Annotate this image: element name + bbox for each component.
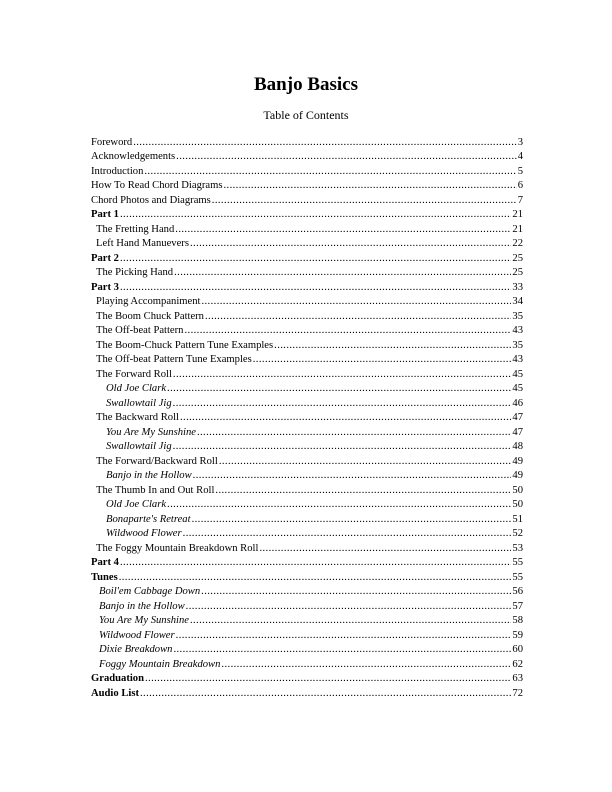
toc-entry-page-number: 47 <box>512 412 523 423</box>
toc-entry-page-number: 43 <box>512 354 523 365</box>
toc-entry[interactable] <box>91 339 523 354</box>
dot-leader <box>173 397 512 412</box>
toc-entry[interactable] <box>91 440 523 455</box>
dot-leader <box>183 527 512 542</box>
toc-entry-page-number: 50 <box>512 484 523 496</box>
toc-entry-label: Graduation <box>91 673 144 684</box>
dot-leader <box>144 165 516 180</box>
dot-leader <box>173 643 511 658</box>
toc-entry-label: Acknowledgements <box>91 151 176 162</box>
dot-leader <box>212 194 517 209</box>
toc-entry-label: Foggy Mountain Breakdown <box>99 658 221 670</box>
toc-entry[interactable] <box>91 382 523 397</box>
toc-entry[interactable] <box>91 324 523 339</box>
toc-entry-label: Old Joe Clark <box>106 499 167 510</box>
toc-entry-label: Audio List <box>91 687 139 699</box>
toc-entry[interactable] <box>91 658 523 673</box>
dot-leader <box>201 295 511 310</box>
toc-entry-page-number: 57 <box>512 600 523 612</box>
toc-entry-label: The Off-beat Pattern <box>96 325 184 336</box>
toc-entry-page-number: 51 <box>512 513 523 525</box>
toc-entry[interactable] <box>91 571 523 586</box>
dot-leader <box>120 208 511 223</box>
toc-entry-label: Left Hand Manuevers <box>96 238 189 249</box>
dot-leader <box>223 179 516 194</box>
toc-entry-label: The Thumb In and Out Roll <box>96 484 215 496</box>
toc-entry-label: Dixie Breakdown <box>99 644 173 655</box>
dot-leader <box>259 542 511 557</box>
dot-leader <box>215 484 511 499</box>
dot-leader <box>120 252 511 267</box>
toc-entry-page-number: 72 <box>512 687 523 699</box>
toc-entry-label: Wildwood Flower <box>106 528 182 539</box>
toc-entry-page-number: 53 <box>512 542 523 554</box>
toc-entry-page-number: 35 <box>512 339 523 351</box>
toc-entry-label: You Are My Sunshine <box>106 426 196 438</box>
toc-entry-page-number: 45 <box>512 383 523 394</box>
toc-entry-label: The Boom Chuck Pattern <box>96 310 204 322</box>
toc-entry[interactable] <box>91 266 523 281</box>
toc-entry-page-number: 4 <box>517 151 523 162</box>
toc-entry-page-number: 7 <box>517 194 523 206</box>
toc-entry-label: Part 1 <box>91 209 119 220</box>
dot-leader <box>173 440 512 455</box>
toc-entry-label: Tunes <box>91 571 118 583</box>
toc-entry-page-number: 59 <box>512 629 523 641</box>
toc-entry[interactable] <box>91 368 523 383</box>
toc-entry[interactable] <box>91 295 523 310</box>
toc-entry[interactable] <box>91 150 523 165</box>
toc-entry[interactable] <box>91 411 523 426</box>
dot-leader <box>221 658 511 673</box>
toc-entry-page-number: 49 <box>512 455 523 467</box>
toc-entry-label: The Forward/Backward Roll <box>96 455 218 467</box>
toc-entry[interactable] <box>91 223 523 238</box>
toc-entry-page-number: 5 <box>517 165 523 177</box>
toc-entry-label: Chord Photos and Diagrams <box>91 194 211 206</box>
dot-leader <box>193 469 512 484</box>
dot-leader <box>174 266 511 281</box>
dot-leader <box>180 411 511 426</box>
dot-leader <box>119 571 512 586</box>
document-title: Banjo Basics <box>254 74 358 95</box>
toc-entry-page-number: 63 <box>512 673 523 684</box>
dot-leader <box>253 353 512 368</box>
toc-entry-label: The Fretting Hand <box>96 223 175 235</box>
toc-entry[interactable] <box>91 194 523 209</box>
toc-entry[interactable] <box>91 498 523 513</box>
dot-leader <box>184 324 511 339</box>
toc-entry-label: Banjo in the Hollow <box>99 600 185 612</box>
dot-leader <box>176 150 517 165</box>
toc-entry-page-number: 58 <box>512 615 523 626</box>
dot-leader <box>140 687 511 702</box>
toc-entry-page-number: 33 <box>512 281 523 293</box>
toc-entry-page-number: 3 <box>517 136 523 148</box>
toc-entry-page-number: 35 <box>512 310 523 322</box>
toc-entry-page-number: 34 <box>512 296 523 307</box>
toc-entry[interactable] <box>91 353 523 368</box>
dot-leader <box>175 223 511 238</box>
toc-entry-page-number: 46 <box>512 397 523 409</box>
toc-entry[interactable] <box>91 281 523 296</box>
toc-entry-label: The Boom-Chuck Pattern Tune Examples <box>96 339 274 351</box>
toc-entry-page-number: 52 <box>512 528 523 539</box>
table-of-contents <box>91 136 523 702</box>
toc-entry-page-number: 48 <box>512 441 523 452</box>
toc-entry-page-number: 43 <box>512 325 523 336</box>
toc-entry[interactable] <box>91 237 523 252</box>
toc-entry-label: Introduction <box>91 165 144 177</box>
toc-entry-page-number: 21 <box>512 223 523 235</box>
toc-entry[interactable] <box>91 397 523 412</box>
dot-leader <box>145 672 511 687</box>
toc-entry[interactable] <box>91 687 523 702</box>
toc-entry-page-number: 60 <box>512 644 523 655</box>
toc-entry[interactable] <box>91 614 523 629</box>
toc-entry-label: Part 4 <box>91 557 119 568</box>
dot-leader <box>176 629 512 644</box>
toc-entry[interactable] <box>91 629 523 644</box>
dot-leader <box>190 614 511 629</box>
toc-entry-label: Part 2 <box>91 252 119 264</box>
toc-entry-page-number: 47 <box>512 426 523 438</box>
toc-entry-page-number: 45 <box>512 368 523 380</box>
toc-entry-page-number: 25 <box>512 267 523 278</box>
toc-entry[interactable] <box>91 208 523 223</box>
toc-entry-label: Swallowtail Jig <box>106 397 172 409</box>
toc-entry[interactable] <box>91 136 523 151</box>
dot-leader <box>120 556 511 571</box>
toc-entry-label: The Forward Roll <box>96 368 172 380</box>
toc-entry[interactable] <box>91 165 523 180</box>
toc-entry[interactable] <box>91 542 523 557</box>
toc-entry[interactable] <box>91 585 523 600</box>
dot-leader <box>190 237 511 252</box>
dot-leader <box>274 339 511 354</box>
toc-entry-label: Boil'em Cabbage Down <box>99 586 201 597</box>
toc-entry-label: Bonaparte's Retreat <box>106 513 191 525</box>
toc-entry[interactable] <box>91 252 523 267</box>
toc-entry-label: The Off-beat Pattern Tune Examples <box>96 354 252 365</box>
dot-leader <box>167 382 511 397</box>
dot-leader <box>201 585 511 600</box>
toc-entry[interactable] <box>91 426 523 441</box>
toc-entry-page-number: 6 <box>517 180 523 191</box>
toc-entry[interactable] <box>91 672 523 687</box>
toc-entry-page-number: 25 <box>512 252 523 264</box>
dot-leader <box>197 426 511 441</box>
toc-entry-label: Wildwood Flower <box>99 629 175 641</box>
dot-leader <box>192 513 512 528</box>
dot-leader <box>120 281 511 296</box>
toc-entry-label: Banjo in the Hollow <box>106 470 192 481</box>
toc-entry[interactable] <box>91 484 523 499</box>
toc-entry-page-number: 50 <box>512 499 523 510</box>
toc-entry-label: Part 3 <box>91 281 119 293</box>
toc-entry[interactable] <box>91 643 523 658</box>
toc-entry-label: Foreword <box>91 136 133 148</box>
dot-leader <box>133 136 517 151</box>
toc-entry-page-number: 22 <box>512 238 523 249</box>
toc-entry-page-number: 49 <box>512 470 523 481</box>
toc-entry-label: The Backward Roll <box>96 412 179 423</box>
toc-entry-label: The Foggy Mountain Breakdown Roll <box>96 542 259 554</box>
toc-entry-label: Old Joe Clark <box>106 383 167 394</box>
toc-entry[interactable] <box>91 455 523 470</box>
toc-entry[interactable] <box>91 310 523 325</box>
toc-entry[interactable] <box>91 600 523 615</box>
toc-entry[interactable] <box>91 179 523 194</box>
toc-entry[interactable] <box>91 469 523 484</box>
toc-entry-label: How To Read Chord Diagrams <box>91 180 223 191</box>
dot-leader <box>205 310 511 325</box>
dot-leader <box>167 498 511 513</box>
toc-entry-label: Swallowtail Jig <box>106 441 172 452</box>
toc-entry-label: Playing Accompaniment <box>96 296 201 307</box>
toc-entry-page-number: 56 <box>512 586 523 597</box>
document-subtitle: Table of Contents <box>263 108 349 122</box>
toc-entry[interactable] <box>91 513 523 528</box>
toc-entry-label: You Are My Sunshine <box>99 615 189 626</box>
dot-leader <box>186 600 512 615</box>
toc-entry[interactable] <box>91 527 523 542</box>
toc-entry[interactable] <box>91 556 523 571</box>
toc-entry-label: The Picking Hand <box>96 267 174 278</box>
toc-entry-page-number: 55 <box>512 571 523 583</box>
toc-entry-page-number: 21 <box>512 209 523 220</box>
dot-leader <box>219 455 512 470</box>
dot-leader <box>173 368 511 383</box>
toc-entry-page-number: 55 <box>512 557 523 568</box>
toc-entry-page-number: 62 <box>512 658 523 670</box>
